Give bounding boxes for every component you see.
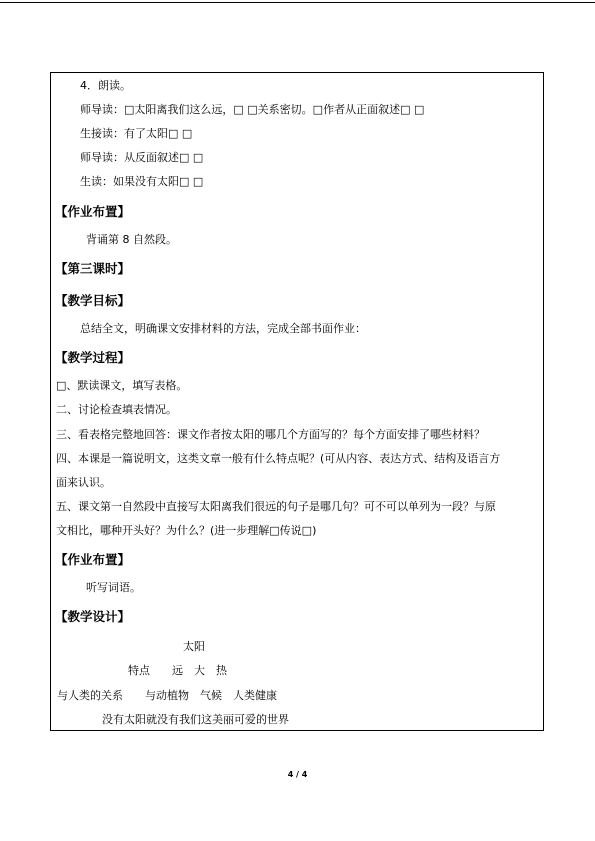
design-title: 太阳 xyxy=(183,640,205,653)
process-step: 四、本课是一篇说明文，这类文章一般有什么特点呢？(可从内容、表达方式、结构及语言方 xyxy=(56,452,501,465)
homework-text: 听写词语。 xyxy=(86,581,141,594)
homework-text: 背诵第 8 自然段。 xyxy=(86,233,177,246)
section-heading-goals: 【教学目标】 xyxy=(55,293,131,308)
reading-item: 4．朗读。 xyxy=(80,79,131,92)
process-step: 二、讨论检查填表情况。 xyxy=(56,403,177,416)
section-heading-third-lesson: 【第三课时】 xyxy=(55,261,131,276)
design-features: 特点 远 大 热 xyxy=(128,664,227,677)
section-heading-homework: 【作业布置】 xyxy=(55,552,131,567)
teacher-lead-line: 师导读：从反面叙述□ □ xyxy=(80,151,204,164)
process-step-continued: 面来认识。 xyxy=(56,476,111,489)
design-conclusion: 没有太阳就没有我们这美丽可爱的世界 xyxy=(102,713,289,726)
design-relation: 与人类的关系 与动植物 气候 人类健康 xyxy=(57,689,277,702)
content-frame xyxy=(50,72,544,731)
student-read-line: 生接读：有了太阳□ □ xyxy=(80,127,193,140)
section-heading-process: 【教学过程】 xyxy=(55,350,131,365)
section-heading-homework: 【作业布置】 xyxy=(55,204,131,219)
process-step: 三、看表格完整地回答：课文作者按太阳的哪几个方面写的？每个方面安排了哪些材料？ xyxy=(56,428,485,441)
section-heading-design: 【教学设计】 xyxy=(55,609,131,624)
teacher-lead-line: 师导读：□太阳离我们这么远，□ □关系密切。□作者从正面叙述□ □ xyxy=(80,103,425,116)
process-step-continued: 文相比，哪种开头好？为什么？(进一步理解□传说□) xyxy=(56,524,317,537)
process-step: 五、课文第一自然段中直接写太阳离我们很远的句子是哪几句？可不可以单列为一段？与原 xyxy=(56,500,496,513)
page-number: 4 / 4 xyxy=(287,770,308,779)
process-step: □、默读课文，填写表格。 xyxy=(56,379,188,392)
header-rule xyxy=(0,2,595,3)
goal-text: 总结全文，明确课文安排材料的方法，完成全部书面作业： xyxy=(80,322,366,335)
student-read-line: 生读：如果没有太阳□ □ xyxy=(80,175,204,188)
